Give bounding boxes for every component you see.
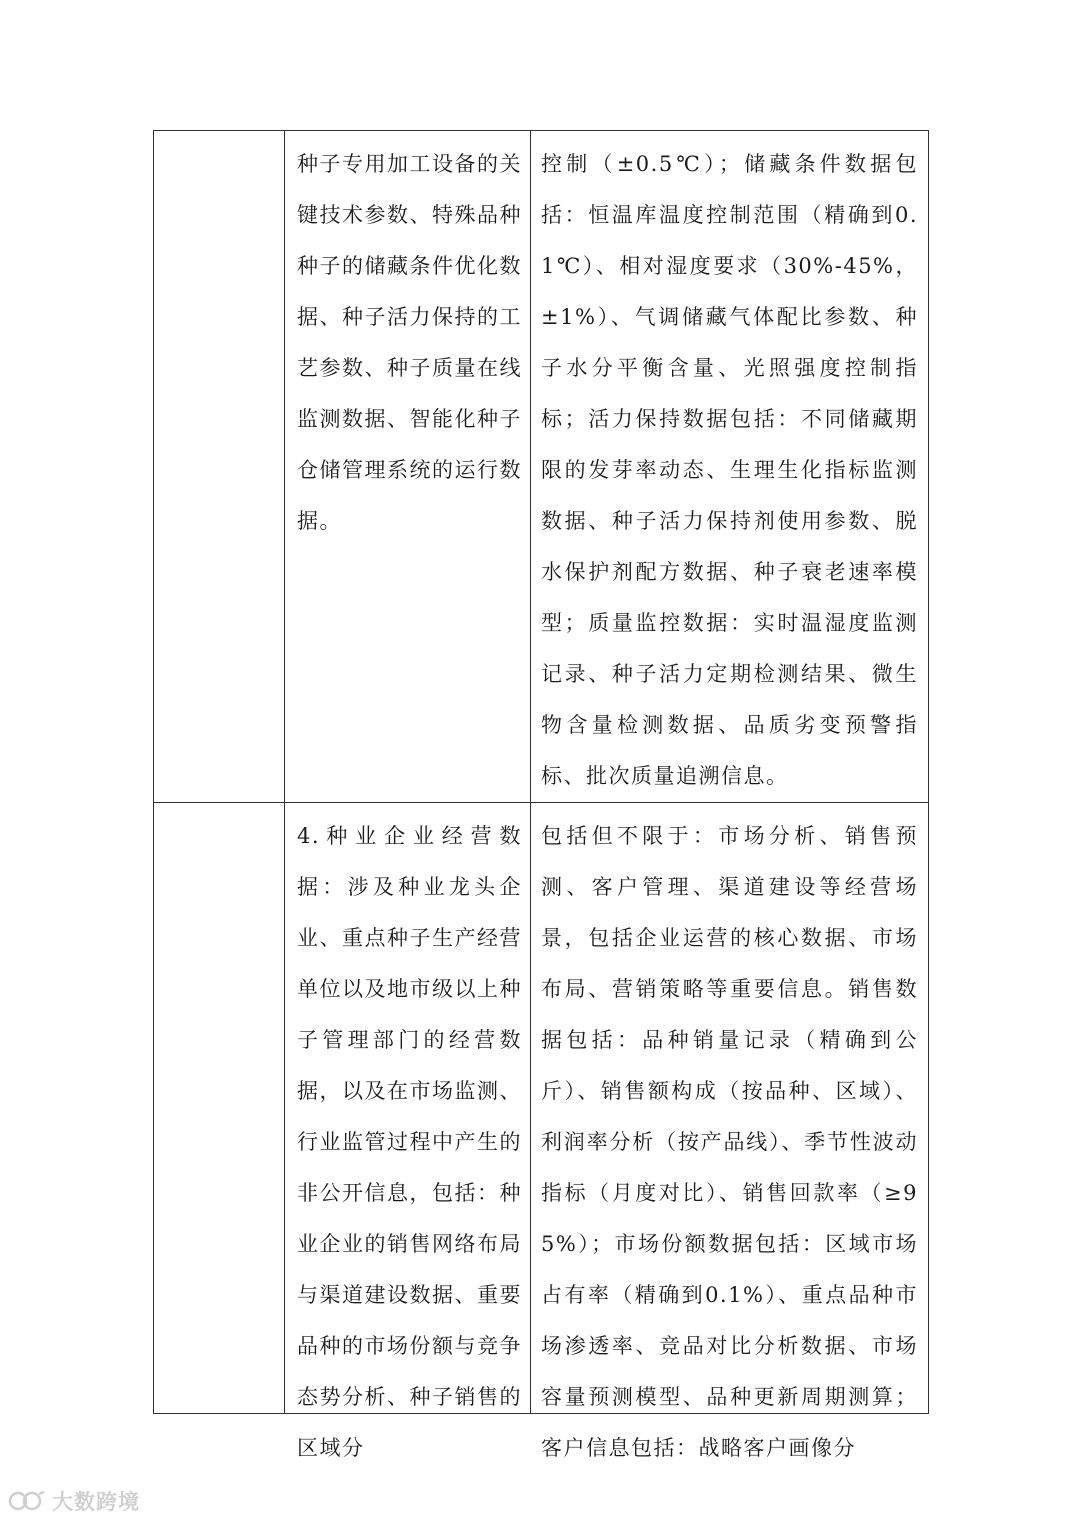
category-cell xyxy=(154,803,285,1414)
scope-cell xyxy=(285,131,531,803)
watermark-logo-icon xyxy=(8,1490,46,1512)
scope-text: 种子专用加工设备的关键技术参数、特殊品种种子的储藏条件优化数据、种子活力保持的工艺参数、种子质量在线监测数据、智能化种子仓储管理系统的运行数据。 xyxy=(297,152,522,533)
details-cell xyxy=(531,131,929,803)
data-classification-table xyxy=(153,130,929,1460)
scope-text: 4.种业企业经营数据：涉及种业龙头企业、重点种子生产经营单位以及地市级以上种子管理部门的经营数据，以及在市场监测、行业监管过程中产生的非公开信息，包括：种业企业的销售网络布局与渠道建设数据、重要品种的市场份额与竞争态势分析、种子销售的区域分 xyxy=(297,824,522,1460)
table-row xyxy=(154,803,929,1414)
table-row xyxy=(154,131,929,803)
category-text xyxy=(154,131,284,139)
details-text: 控制（±0.5℃）；储藏条件数据包括：恒温库温度控制范围（精确到0.1℃）、相对湿度要求（30%-45%，±1%）、气调储藏气体配比参数、种子水分平衡含量、光照强度控制指标；活力保持数据包括：不同储藏期限的发芽率动态、生理生化指标监测数据、种子活力保持剂使用参数、脱水保护剂配方数据、种子衰老速率模型；质量监控数据：实时温湿度监测记录、种子活力定期检测结果、微生物含量检测数据、品质劣变预警指标、批次质量追溯信息。 xyxy=(541,152,918,788)
scope-cell xyxy=(285,803,531,1460)
category-cell xyxy=(154,131,285,803)
category-text xyxy=(154,803,284,1413)
watermark-text: 大数跨境 xyxy=(52,1490,140,1514)
details-text: 包括但不限于：市场分析、销售预测、客户管理、渠道建设等经营场景，包括企业运营的核心数据、市场布局、营销策略等重要信息。销售数据包括：品种销量记录（精确到公斤）、销售额构成（按品种、区域）、利润率分析（按产品线）、季节性波动指标（月度对比）、销售回款率（≥95%）；市场份额数据包括：区域市场占有率（精确到0.1%）、重点品种市场渗透率、竞品对比分析数据、市场容量预测模型、品种更新周期测算；客户信息包括：战略客户画像分 xyxy=(541,824,918,1460)
details-cell xyxy=(531,803,929,1460)
watermark xyxy=(8,1488,140,1514)
